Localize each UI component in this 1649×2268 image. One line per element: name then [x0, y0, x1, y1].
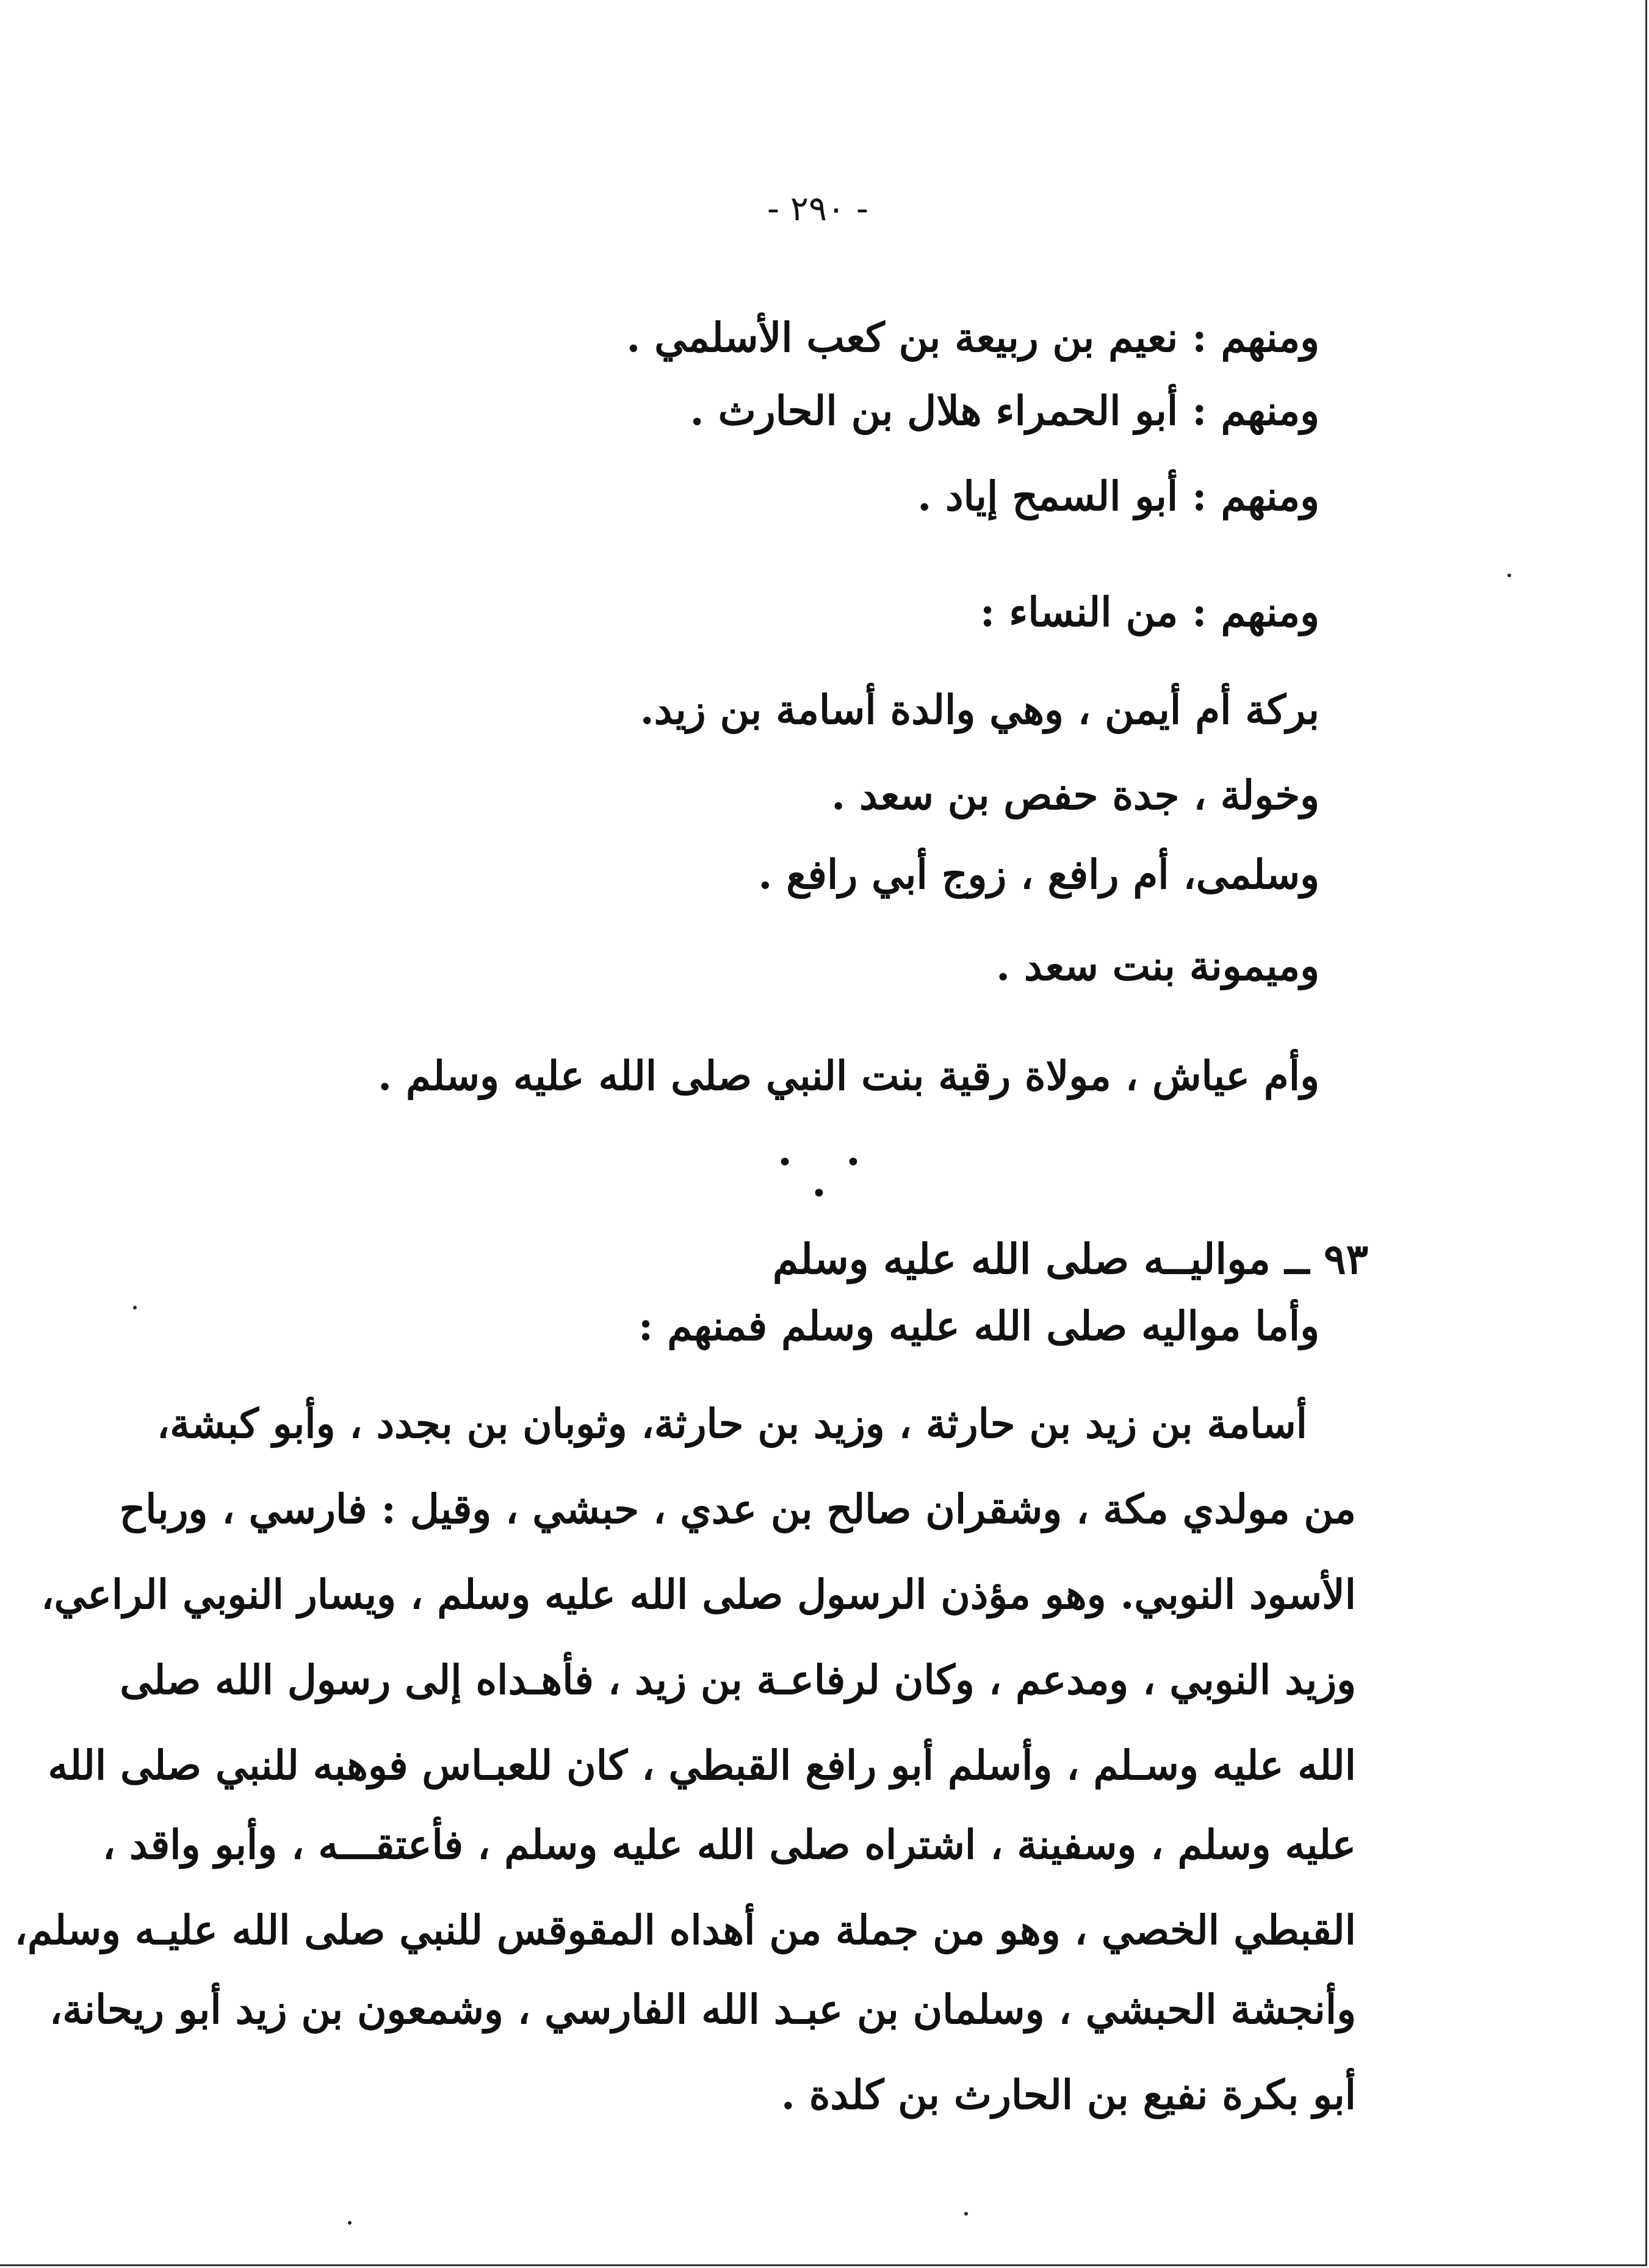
list-line: وميمونة بنت سعد . — [996, 942, 1319, 990]
scan-speck — [133, 1306, 137, 1309]
list-line: ومنهم : نعيم بن ربيعة بن كعب الأسلمي . — [626, 314, 1319, 361]
paragraph-line: القبطي الخصي ، وهو من جملة من أهداه المقوقس للنبي صلى الله عليـه وسلم، — [14, 1906, 1356, 1954]
paragraph-line: الله عليه وسـلم ، وأسلم أبو رافع القبطي ، كان للعبـاس فوهبه للنبي صلى الله — [48, 1741, 1356, 1789]
list-line: وسلمى، أم رافع ، زوج أبي رافع . — [758, 851, 1319, 898]
list-line: بركة أم أيمن ، وهي والدة أسامة بن زيد. — [640, 686, 1319, 733]
list-line: ومنهم : أبو السمح إياد . — [917, 472, 1319, 520]
section-heading: ٩٣ ــ مواليــه صلى الله عليه وسلم — [772, 1235, 1368, 1284]
list-line: ومنهم : أبو الحمراء هلال بن الحارث . — [690, 387, 1319, 434]
section-divider: • • • — [777, 1147, 883, 1209]
scan-speck — [1507, 574, 1511, 577]
scan-speck — [348, 2221, 352, 2225]
paragraph-line: وأنجشة الحبشي ، وسلمان بن عبـد الله الفارسي ، وشمعون بن زيد أبو ريحانة، — [49, 1985, 1356, 2033]
page-number: - ٢٩٠ - — [767, 189, 869, 229]
paragraph-line: أسامة بن زيد بن حارثة ، وزيد بن حارثة، وثوبان بن بجدد ، وأبو كبشة، — [156, 1400, 1307, 1447]
paragraph-line: الأسود النوبي. وهو مؤذن الرسول صلى الله عليه وسلم ، ويسار النوبي الراعي، — [41, 1571, 1356, 1618]
scan-speck — [964, 2212, 968, 2216]
paragraph-line: أبو بكرة نفيع بن الحارث بن كلدة . — [781, 2071, 1356, 2119]
paragraph-line: عليه وسلم ، وسفينة ، اشتراه صلى الله عليه وسلم ، فأعتقـــه ، وأبو واقد ، — [102, 1821, 1356, 1868]
section-intro: وأما مواليه صلى الله عليه وسلم فمنهم : — [638, 1302, 1319, 1350]
paragraph-line: وزيد النوبي ، ومدعم ، وكان لرفاعـة بن زيد ، فأهـداه إلى رسول الله صلى — [120, 1656, 1356, 1704]
list-heading-women: ومنهم : من النساء : — [980, 588, 1319, 636]
paragraph-line: من مولدي مكة ، وشقران صالح بن عدي ، حبشي ، وقيل : فارسي ، ورباح — [119, 1485, 1356, 1533]
list-line: وخولة ، جدة حفص بن سعد . — [831, 771, 1319, 819]
list-line: وأم عياش ، مولاة رقية بنت النبي صلى الله عليه وسلم . — [378, 1052, 1319, 1100]
